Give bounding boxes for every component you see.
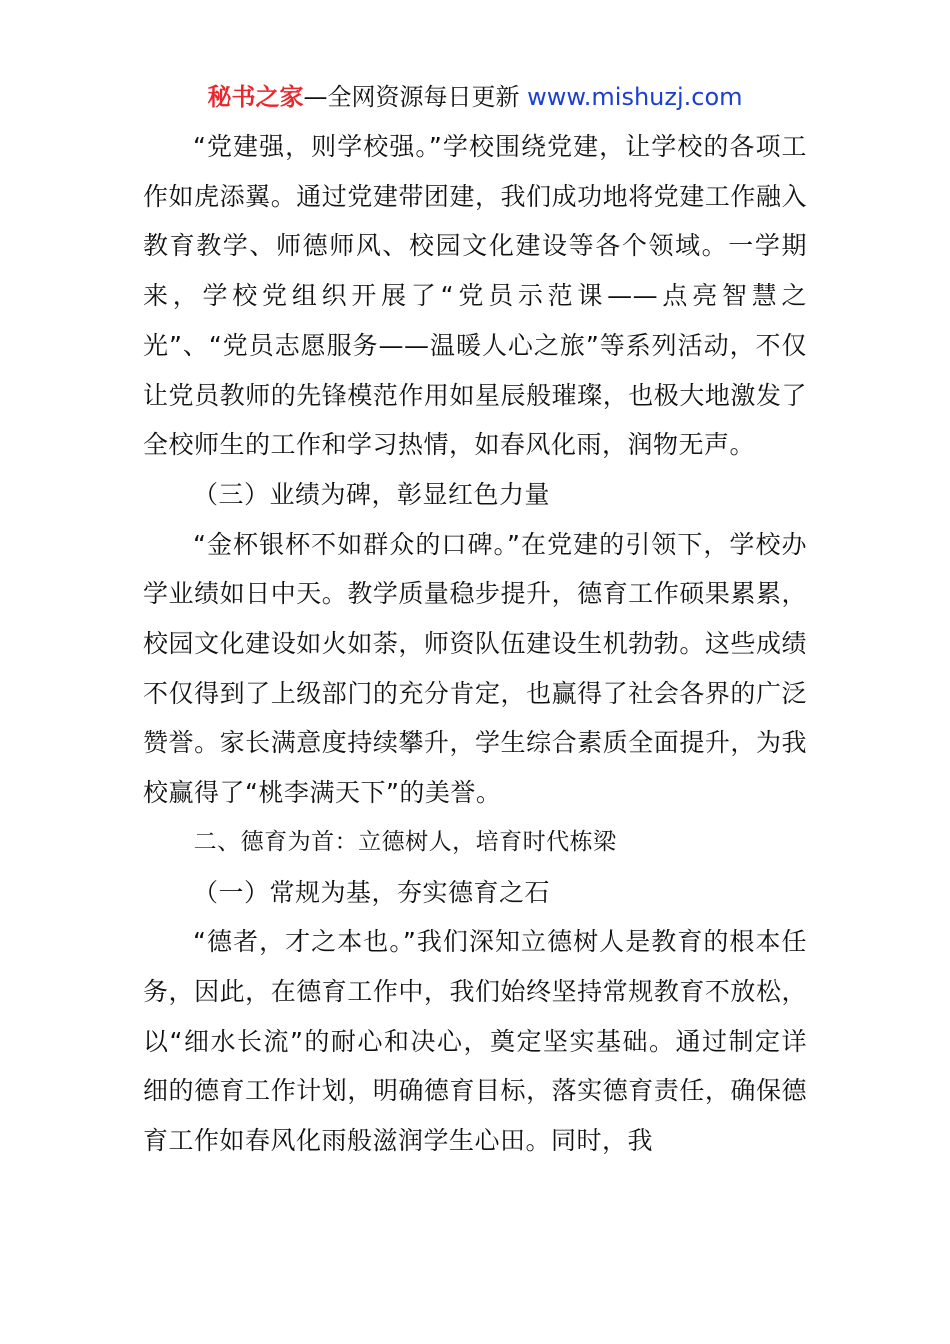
paragraph-achievements: “金杯银杯不如群众的口碑。”在党建的引领下，学校办学业绩如日中天。教学质量稳步提升，德育工作硕果累累，校园文化建设如火如荼，师资队伍建设生机勃勃。这些成绩不仅得到了上级部门的充分肯定，也赢得了社会各界的广泛赞誉。家长满意度持续攀升，学生综合素质全面提升，为我校赢得了“桃李满天下”的美誉。 xyxy=(143,529,807,808)
header-brand: 秘书之家 xyxy=(207,83,304,111)
header-site-link[interactable]: www.mishuzj.com xyxy=(527,83,743,111)
chapter-heading-moral-education: 二、德育为首：立德树人，培育时代栋梁 xyxy=(193,828,617,855)
document-body xyxy=(143,122,807,1166)
section-heading-routine: （一）常规为基，夯实德育之石 xyxy=(193,877,551,907)
page-header xyxy=(0,80,950,114)
paragraph-party-building: “党建强，则学校强。”学校围绕党建，让学校的各项工作如虎添翼。通过党建带团建，我们成功地将党建工作融入教育教学、师德师风、校园文化建设等各个领域。一学期来，学校党组织开展了“党员示范课——点亮智慧之光”、“党员志愿服务——温暖人心之旅”等系列活动，不仅让党员教师的先锋模范作用如星辰般璀璨，也极大地激发了全校师生的工作和学习热情，如春风化雨，润物无声。 xyxy=(143,132,807,460)
section-heading-achievements: （三）业绩为碑，彰显红色力量 xyxy=(193,479,551,509)
header-tagline: —全网资源每日更新 xyxy=(303,83,528,111)
paragraph-routine: “德者，才之本也。”我们深知立德树人是教育的根本任务，因此，在德育工作中，我们始终坚持常规教育不放松，以“细水长流”的耐心和决心，奠定坚实基础。通过制定详细的德育工作计划，明确德育目标，落实德育责任，确保德育工作如春风化雨般滋润学生心田。同时，我 xyxy=(143,927,807,1156)
